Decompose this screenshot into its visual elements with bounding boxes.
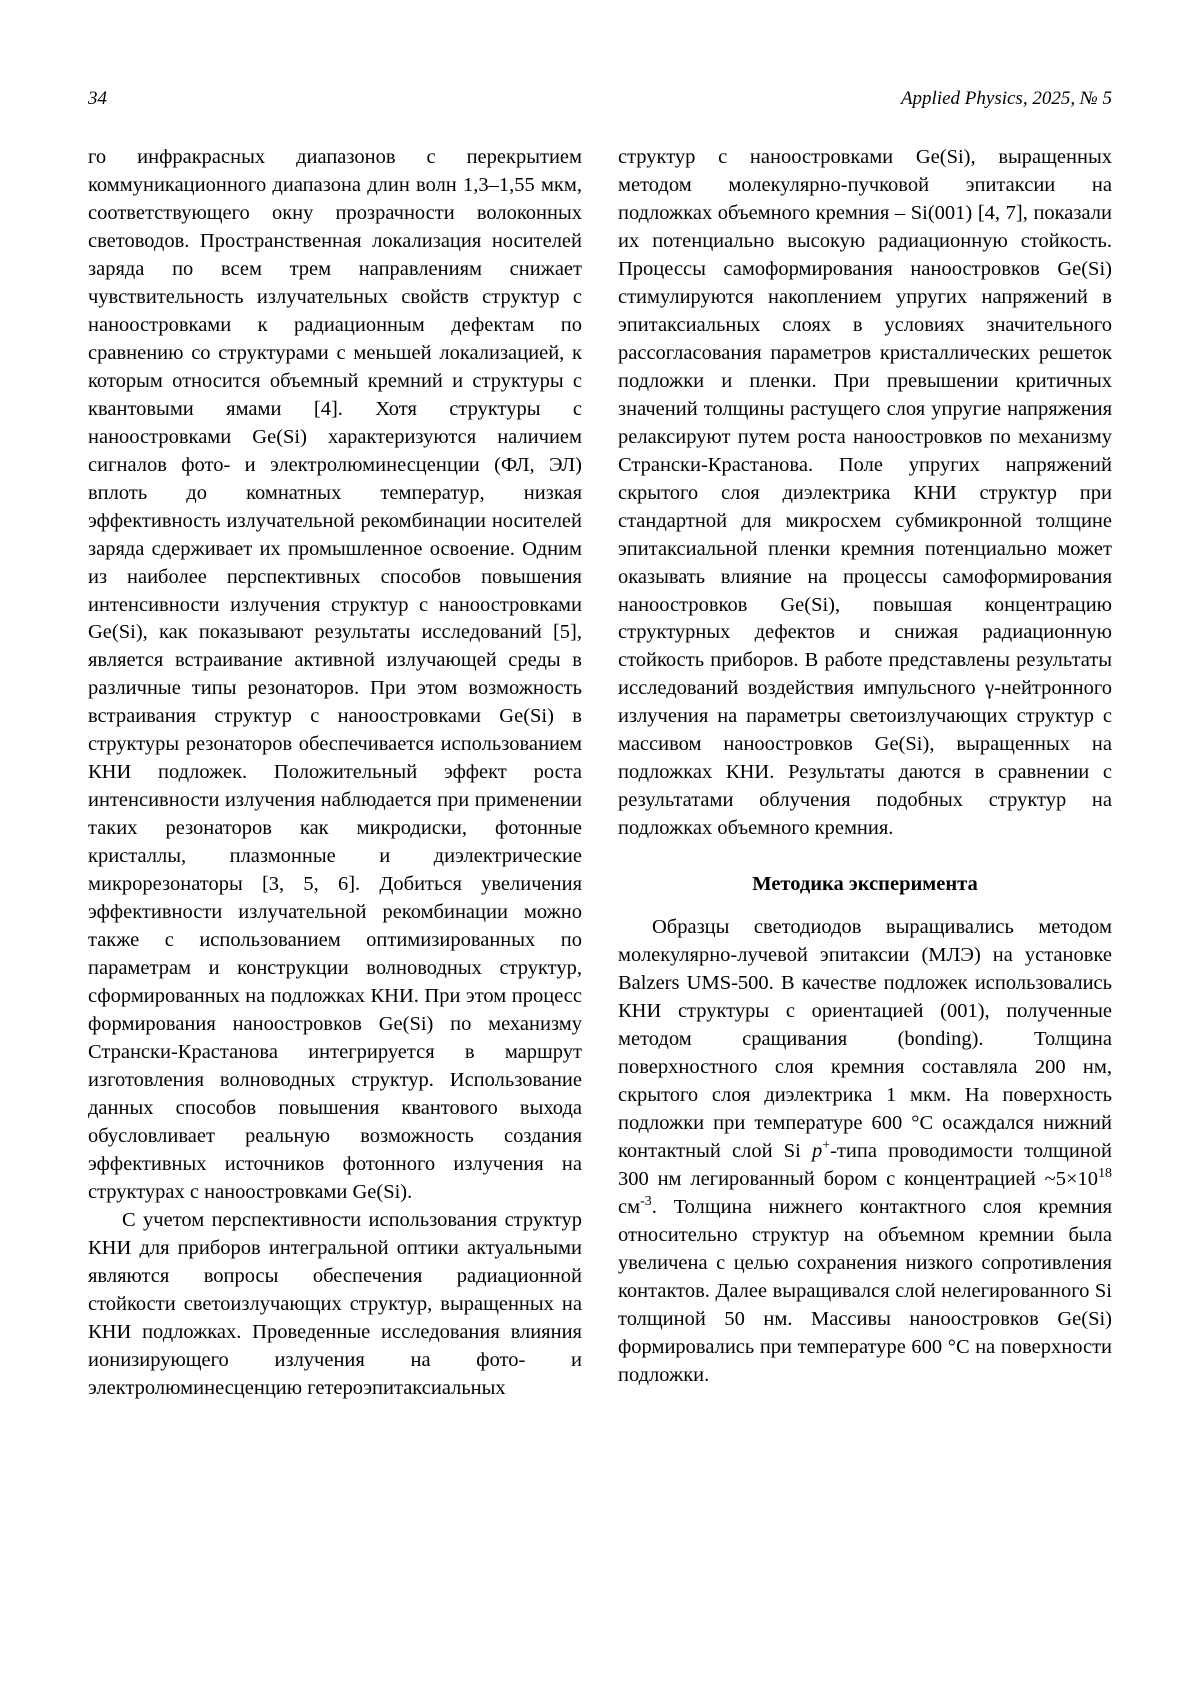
paragraph-segment: см — [618, 1195, 641, 1218]
paragraph-segment: Образцы светодиодов выращивались методом молекулярно-лучевой эпитаксии (МЛЭ) на установке Balzers UMS-500. В качестве подложек использовались КНИ структуры с ориентацией (001), полученные методом сращивания (bonding). Толщина поверхностного слоя кремния составляла 200 нм, скрытого слоя диэлектрика 1 мкм. На поверхность подложки при температуре 600 °С осаждался нижний контактный слой Si — [618, 916, 1112, 1162]
italic-symbol-p: p — [812, 1139, 823, 1162]
superscript-exponent: -3 — [640, 1194, 652, 1210]
right-column — [618, 144, 1112, 1390]
left-column — [88, 144, 582, 1403]
paragraph-segment: -типа проводимости толщиной 300 нм легированный бором с концентрацией ~5×10 — [618, 1139, 1112, 1190]
paragraph — [618, 914, 1112, 1389]
page-header — [88, 88, 1112, 110]
superscript-plus: + — [822, 1138, 831, 1154]
paragraph: С учетом перспективности использования структур КНИ для приборов интегральной оптики актуальными являются вопросы обеспечения радиационной стойкости светоизлучающих структур, выращенных на КНИ подложках. Проведенные исследования влияния ионизирующего излучения на фото- и электролюминесценцию гетероэпитаксиальных — [88, 1208, 582, 1399]
section-heading: Методика эксперимента — [752, 873, 978, 896]
journal-reference: Applied Physics, 2025, № 5 — [900, 88, 1112, 109]
paragraph-segment: . Толщина нижнего контактного слоя кремния относительно структур на объемном кремнии была увеличена с целью сохранения низкого сопротивления контактов. Далее выращивался слой нелегированного Si толщиной 50 нм. Массивы наноостровков Ge(Si) формировались при температуре 600 °С на поверхности подложки. — [618, 1195, 1112, 1386]
paragraph: структур с наноостровками Ge(Si), выращенных методом молекулярно-пучковой эпитаксии на подложках объемного кремния – Si(001) [4, 7], показали их потенциально высокую радиационную стойкость. Процессы самоформирования наноостровков Ge(Si) стимулируются накоплением упругих напряжений в эпитаксиальных слоях в условиях значительного рассогласования параметров кристаллических решеток подложки и пленки. При превышении критичных значений толщины растущего слоя упругие напряжения релаксируют путем роста наноостровков по механизму Странски-Крастанова. Поле упругих напряжений скрытого слоя диэлектрика КНИ структур при стандартной для микросхем субмикронной толщине эпитаксиальной пленки кремния потенциально может оказывать влияние на процессы самоформирования наноостровков Ge(Si), повышая концентрацию структурных дефектов и снижая радиационную стойкость приборов. В работе представлены результаты исследований воздействия импульсного γ-нейтронного излучения на параметры светоизлучающих структур с массивом наноостровков Ge(Si), выращенных на подложках КНИ. Результаты даются в сравнении с результатами облучения подобных структур на подложках объемного кремния. — [618, 146, 1112, 840]
superscript-exponent: 18 — [1098, 1166, 1112, 1182]
paragraph: го инфракрасных диапазонов с перекрытием коммуникационного диапазона длин волн 1,3–1,55 мкм, соответствующего окну прозрачности волоконных световодов. Пространственная локализация носителей заряда по всем трем направлениям снижает чувствительность излучательных свойств структур с наноостровками к радиационным дефектам по сравнению со структурами с меньшей локализацией, к которым относится объемный кремний и структуры с квантовыми ямами [4]. Хотя структуры с наноостровками Ge(Si) характеризуются наличием сигналов фото- и электролюминесценции (ФЛ, ЭЛ) вплоть до комнатных температур, низкая эффективность излучательной рекомбинации носителей заряда сдерживает их промышленное освоение. Одним из наиболее перспективных способов повышения интенсивности излучения структур с наноостровками Ge(Si), как показывают результаты исследований [5], является встраивание активной излучающей среды в различные типы резонаторов. При этом возможность встраивания структур с наноостровками Ge(Si) в структуры резонаторов обеспечивается использованием КНИ подложек. Положительный эффект роста интенсивности излучения наблюдается при применении таких резонаторов как микродиски, фотонные кристаллы, плазмонные и диэлектрические микрорезонаторы [3, 5, 6]. Добиться увеличения эффективности излучательной рекомбинации можно также с использованием оптимизированных по параметрам и конструкции волноводных структур, сформированных на подложках КНИ. При этом процесс формирования наноостровков Ge(Si) по механизму Странски-Крастанова интегрируется в маршрут изготовления волноводных структур. Использование данных способов повышения квантового выхода обусловливает реальную возможность создания эффективных источников фотонного излучения на структурах с наноостровками Ge(Si). — [88, 146, 582, 1203]
page-number: 34 — [88, 88, 107, 109]
two-column-body — [88, 144, 1112, 1403]
